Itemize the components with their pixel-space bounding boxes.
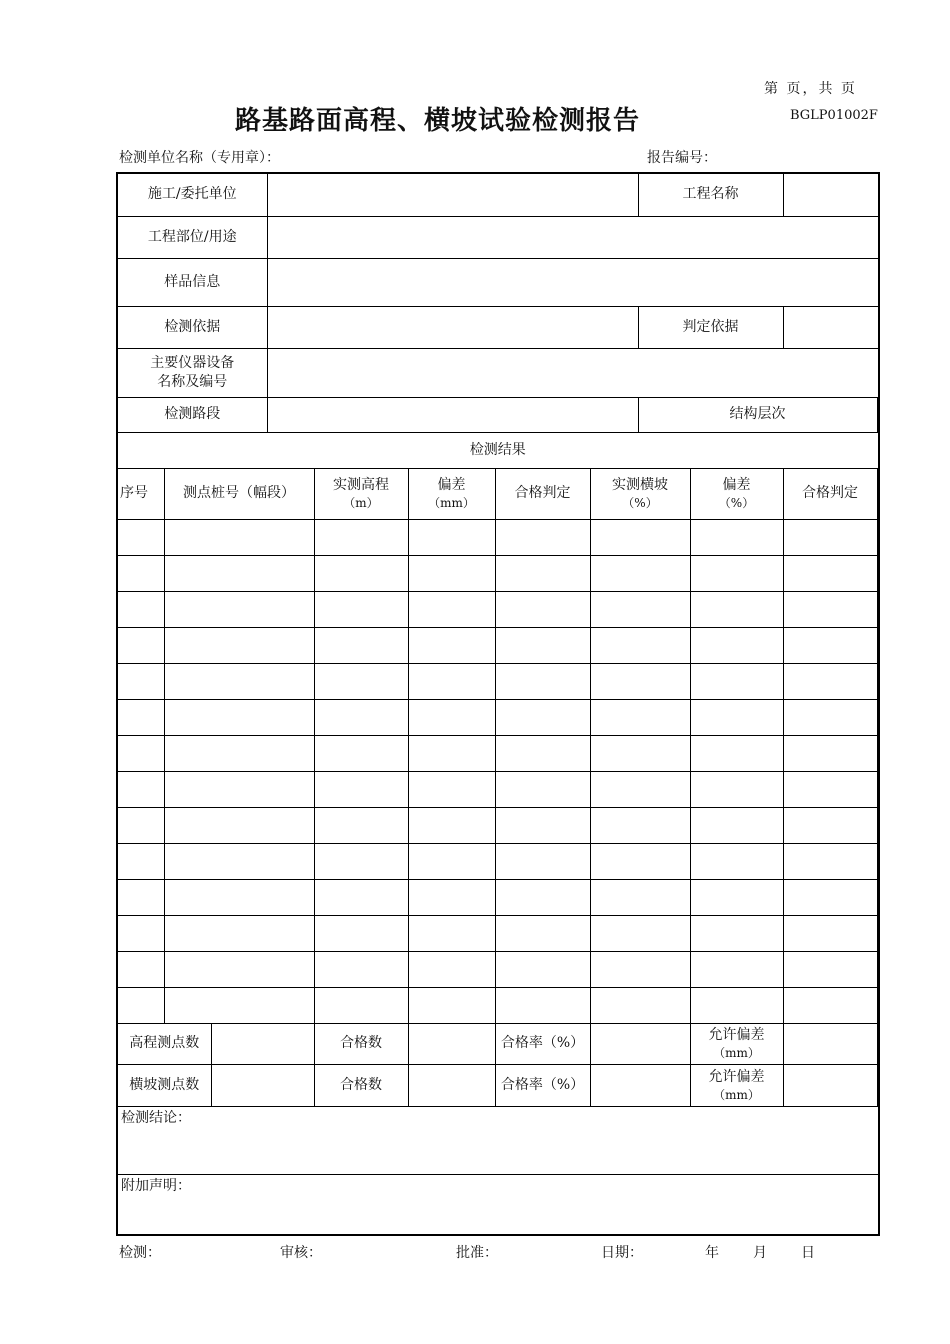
table-cell[interactable]: [117, 807, 164, 843]
table-cell[interactable]: [590, 879, 690, 915]
col-header-pass2: 合格判定: [783, 468, 877, 519]
table-cell[interactable]: [783, 591, 877, 627]
table-cell[interactable]: [690, 771, 783, 807]
col-header-no: 序号: [117, 468, 164, 519]
table-cell[interactable]: [117, 879, 164, 915]
table-cell[interactable]: [408, 519, 495, 555]
table-cell[interactable]: [117, 843, 164, 879]
table-cell[interactable]: [783, 663, 877, 699]
table-cell[interactable]: [164, 915, 314, 951]
elevation-points-value[interactable]: [211, 1023, 314, 1064]
elevation-allow-dev-value[interactable]: [783, 1023, 877, 1064]
table-cell[interactable]: [690, 843, 783, 879]
table-cell[interactable]: [408, 663, 495, 699]
elevation-points-label: 高程测点数: [117, 1023, 211, 1064]
table-cell[interactable]: [117, 699, 164, 735]
testing-unit-label: 检测单位名称（专用章）：: [119, 150, 280, 166]
statement-label: 附加声明：: [121, 1177, 191, 1194]
table-cell[interactable]: [117, 555, 164, 591]
client-value[interactable]: [267, 173, 638, 216]
table-cell[interactable]: [495, 519, 590, 555]
table-cell[interactable]: [690, 915, 783, 951]
project-part-value[interactable]: [267, 216, 879, 258]
table-row: [117, 699, 879, 735]
table-cell[interactable]: [590, 519, 690, 555]
test-basis-value[interactable]: [267, 306, 638, 348]
elevation-pass-rate-value[interactable]: [590, 1023, 690, 1064]
sample-info-label: 样品信息: [117, 258, 267, 306]
table-cell[interactable]: [164, 987, 314, 1023]
table-cell[interactable]: [164, 627, 314, 663]
table-cell[interactable]: [783, 807, 877, 843]
col-header-deviation2-unit: （%）: [718, 496, 755, 510]
table-cell[interactable]: [117, 735, 164, 771]
table-cell[interactable]: [495, 987, 590, 1023]
table-row: [117, 879, 879, 915]
table-row: [117, 627, 879, 663]
table-cell[interactable]: [164, 843, 314, 879]
col-header-pass: 合格判定: [495, 468, 590, 519]
table-cell[interactable]: [690, 987, 783, 1023]
table-cell[interactable]: [690, 663, 783, 699]
table-cell[interactable]: [590, 951, 690, 987]
table-cell[interactable]: [690, 951, 783, 987]
report-number-label: 报告编号：: [647, 150, 717, 166]
table-cell[interactable]: [690, 699, 783, 735]
col-header-elevation: [314, 468, 408, 519]
slope-points-value[interactable]: [211, 1064, 314, 1106]
table-cell[interactable]: [590, 987, 690, 1023]
report-form: [116, 172, 880, 1236]
table-cell[interactable]: [164, 951, 314, 987]
table-cell[interactable]: [590, 771, 690, 807]
month-label: 月: [753, 1245, 767, 1261]
table-cell[interactable]: [314, 663, 408, 699]
table-cell[interactable]: [117, 627, 164, 663]
equipment-label-line1: 主要仪器设备: [150, 354, 235, 371]
judge-basis-label: 判定依据: [638, 306, 783, 348]
slope-pass-rate-label: 合格率（%）: [495, 1064, 590, 1106]
table-cell[interactable]: [408, 591, 495, 627]
table-cell[interactable]: [164, 699, 314, 735]
col-header-elevation-unit: （m）: [343, 496, 379, 510]
table-cell[interactable]: [117, 915, 164, 951]
table-cell[interactable]: [408, 699, 495, 735]
date-label: 日期：: [601, 1245, 643, 1261]
table-cell[interactable]: [495, 915, 590, 951]
table-cell[interactable]: [164, 879, 314, 915]
table-cell[interactable]: [314, 591, 408, 627]
client-label: 施工/委托单位: [117, 173, 267, 216]
table-cell[interactable]: [408, 987, 495, 1023]
table-row: [117, 771, 879, 807]
table-row: [117, 807, 879, 843]
structure-layer-value[interactable]: [877, 397, 879, 432]
table-cell[interactable]: [590, 591, 690, 627]
road-section-label: 检测路段: [117, 397, 267, 432]
elevation-allow-dev-text: 允许偏差: [708, 1027, 765, 1043]
table-cell[interactable]: [164, 555, 314, 591]
col-header-deviation-unit: （mm）: [428, 496, 475, 510]
table-cell[interactable]: [495, 951, 590, 987]
conclusion-field[interactable]: [117, 1106, 879, 1174]
judge-basis-value[interactable]: [783, 306, 879, 348]
table-cell[interactable]: [495, 879, 590, 915]
table-cell[interactable]: [690, 519, 783, 555]
table-cell[interactable]: [314, 699, 408, 735]
table-cell[interactable]: [783, 879, 877, 915]
table-cell[interactable]: [590, 807, 690, 843]
table-cell[interactable]: [495, 591, 590, 627]
equipment-label-line2: 名称及编号: [157, 373, 228, 390]
slope-allow-dev-unit: （mm）: [713, 1087, 760, 1102]
table-row: [117, 591, 879, 627]
statement-field[interactable]: [117, 1174, 879, 1235]
table-cell[interactable]: [495, 735, 590, 771]
table-cell[interactable]: [314, 843, 408, 879]
table-row: [117, 843, 879, 879]
table-cell[interactable]: [314, 987, 408, 1023]
table-cell[interactable]: [117, 663, 164, 699]
table-cell[interactable]: [408, 627, 495, 663]
table-cell[interactable]: [783, 555, 877, 591]
table-row: [117, 555, 879, 591]
results-rows: [117, 519, 879, 1023]
table-row: [117, 519, 879, 555]
table-cell[interactable]: [164, 519, 314, 555]
slope-allow-dev-label: [690, 1064, 783, 1106]
conclusion-label: 检测结论：: [121, 1109, 191, 1126]
table-cell[interactable]: [117, 771, 164, 807]
table-cell[interactable]: [408, 555, 495, 591]
table-cell[interactable]: [590, 843, 690, 879]
slope-allow-dev-text: 允许偏差: [708, 1068, 765, 1085]
table-cell[interactable]: [314, 555, 408, 591]
sample-info-value[interactable]: [267, 258, 879, 306]
table-cell[interactable]: [314, 879, 408, 915]
table-row: [117, 735, 879, 771]
equipment-label: [117, 348, 267, 397]
col-header-slope-unit: （%）: [622, 496, 658, 510]
col-header-deviation2: [690, 468, 783, 519]
table-cell[interactable]: [783, 987, 877, 1023]
reviewer-label: 审核：: [280, 1245, 322, 1261]
table-cell[interactable]: [783, 735, 877, 771]
table-cell[interactable]: [408, 807, 495, 843]
table-cell[interactable]: [117, 519, 164, 555]
table-cell[interactable]: [117, 591, 164, 627]
page-title: 路基路面高程、横坡试验检测报告: [235, 106, 641, 136]
elevation-pass-count-label: 合格数: [314, 1023, 408, 1064]
table-cell[interactable]: [495, 771, 590, 807]
project-name-value[interactable]: [783, 173, 879, 216]
day-label: 日: [801, 1245, 815, 1261]
equipment-value[interactable]: [267, 348, 879, 397]
results-title: 检测结果: [117, 432, 879, 468]
table-cell[interactable]: [314, 915, 408, 951]
col-header-slope-text: 实测横坡: [612, 477, 668, 493]
table-cell[interactable]: [590, 627, 690, 663]
table-cell[interactable]: [314, 519, 408, 555]
table-cell[interactable]: [408, 843, 495, 879]
table-cell[interactable]: [590, 663, 690, 699]
year-label: 年: [705, 1245, 719, 1261]
table-cell[interactable]: [495, 555, 590, 591]
table-cell[interactable]: [495, 807, 590, 843]
table-row: [117, 951, 879, 987]
table-cell[interactable]: [783, 843, 877, 879]
table-cell[interactable]: [164, 807, 314, 843]
table-cell[interactable]: [690, 591, 783, 627]
table-cell[interactable]: [495, 663, 590, 699]
page-number: 第 页，共 页: [764, 81, 857, 97]
table-cell[interactable]: [495, 699, 590, 735]
col-header-station: 测点桩号（幅段）: [164, 468, 314, 519]
table-cell[interactable]: [590, 699, 690, 735]
table-cell[interactable]: [690, 555, 783, 591]
table-cell[interactable]: [164, 735, 314, 771]
col-header-deviation2-text: 偏差: [722, 477, 751, 493]
col-header-slope: [590, 468, 690, 519]
table-cell[interactable]: [164, 663, 314, 699]
table-cell[interactable]: [590, 555, 690, 591]
table-cell[interactable]: [117, 987, 164, 1023]
table-cell[interactable]: [408, 735, 495, 771]
table-row: [117, 663, 879, 699]
table-cell[interactable]: [590, 915, 690, 951]
table-cell[interactable]: [408, 771, 495, 807]
table-cell[interactable]: [117, 951, 164, 987]
table-cell[interactable]: [408, 951, 495, 987]
col-header-elevation-text: 实测高程: [333, 477, 389, 493]
table-cell[interactable]: [783, 915, 877, 951]
table-cell[interactable]: [408, 915, 495, 951]
table-cell[interactable]: [164, 591, 314, 627]
approver-label: 批准：: [456, 1245, 498, 1261]
slope-pass-count-value[interactable]: [408, 1064, 495, 1106]
structure-layer-label: 结构层次: [638, 397, 877, 432]
table-cell[interactable]: [314, 735, 408, 771]
table-cell[interactable]: [783, 627, 877, 663]
slope-points-label: 横坡测点数: [117, 1064, 211, 1106]
table-cell[interactable]: [783, 519, 877, 555]
table-cell[interactable]: [783, 771, 877, 807]
col-header-deviation-text: 偏差: [437, 477, 466, 493]
table-cell[interactable]: [495, 627, 590, 663]
table-cell[interactable]: [690, 879, 783, 915]
table-cell[interactable]: [314, 951, 408, 987]
table-cell[interactable]: [495, 843, 590, 879]
table-cell[interactable]: [783, 951, 877, 987]
table-cell[interactable]: [314, 627, 408, 663]
test-basis-label: 检测依据: [117, 306, 267, 348]
table-cell[interactable]: [314, 771, 408, 807]
road-section-value[interactable]: [267, 397, 638, 432]
table-cell[interactable]: [164, 771, 314, 807]
slope-pass-rate-value[interactable]: [590, 1064, 690, 1106]
slope-allow-dev-value[interactable]: [783, 1064, 877, 1106]
table-cell[interactable]: [314, 807, 408, 843]
table-cell[interactable]: [590, 735, 690, 771]
elevation-allow-dev-unit: （mm）: [713, 1046, 760, 1060]
elevation-allow-dev-label: [690, 1023, 783, 1064]
table-row: [117, 915, 879, 951]
project-part-label: 工程部位/用途: [117, 216, 267, 258]
slope-pass-count-label: 合格数: [314, 1064, 408, 1106]
form-code: BGLP01002F: [790, 108, 878, 123]
project-name-label: 工程名称: [638, 173, 783, 216]
table-cell[interactable]: [783, 699, 877, 735]
table-cell[interactable]: [690, 627, 783, 663]
table-cell[interactable]: [690, 807, 783, 843]
table-row: [117, 987, 879, 1023]
tester-label: 检测：: [119, 1245, 161, 1261]
elevation-pass-count-value[interactable]: [408, 1023, 495, 1064]
elevation-pass-rate-label: 合格率（%）: [495, 1023, 590, 1064]
table-cell[interactable]: [690, 735, 783, 771]
col-header-deviation: [408, 468, 495, 519]
table-cell[interactable]: [408, 879, 495, 915]
